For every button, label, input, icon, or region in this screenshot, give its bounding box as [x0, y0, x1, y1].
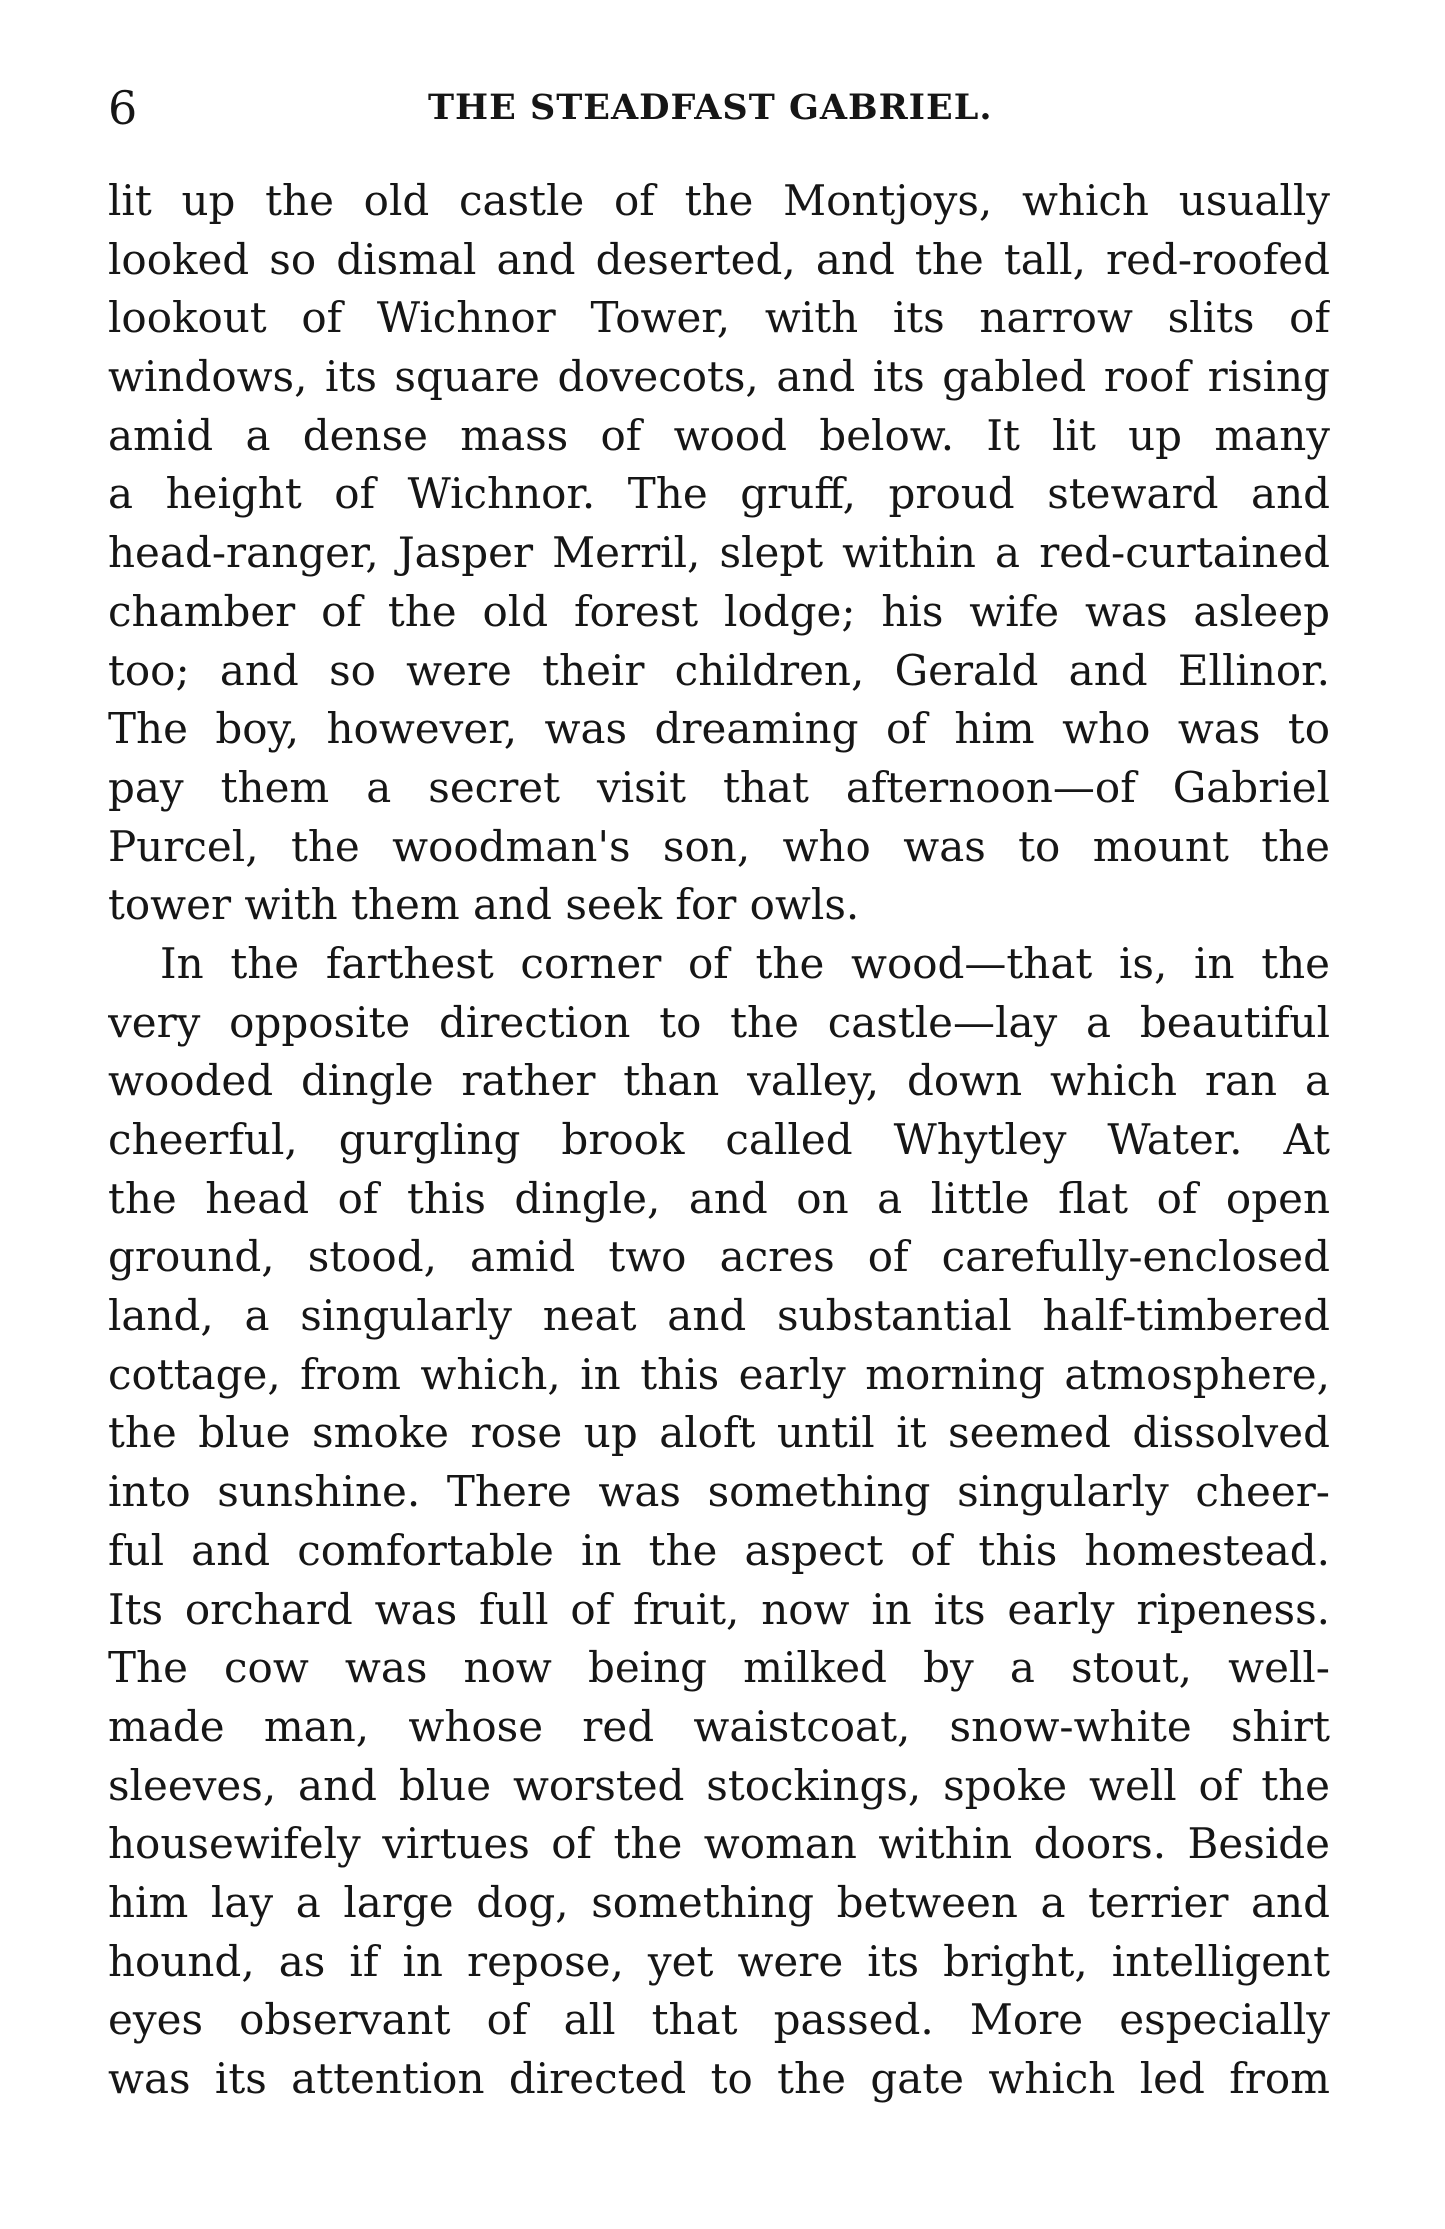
text-line: lookout of Wichnor Tower, with its narrow slits of [108, 293, 1330, 343]
text-line: made man, whose red waistcoat, snow-white shirt [108, 1701, 1330, 1751]
text-line: sleeves, and blue worsted stockings, spoke well of the [108, 1760, 1330, 1810]
text-line: pay them a secret visit that afternoon—of Gabriel [108, 762, 1330, 812]
running-title: THE STEADFAST GABRIEL. [428, 87, 993, 128]
text-line: windows, its square dovecots, and its gabled roof rising [108, 352, 1330, 402]
text-line: amid a dense mass of wood below. It lit up many [108, 410, 1330, 460]
text-line: The cow was now being milked by a stout, well- [108, 1643, 1330, 1693]
text-line: Purcel, the woodman's son, who was to mount the [108, 821, 1330, 871]
text-line: ground, stood, amid two acres of carefully-enclosed [108, 1232, 1330, 1282]
text-line: looked so dismal and deserted, and the tall, red-roofed [108, 234, 1330, 284]
text-line: The boy, however, was dreaming of him who was to [108, 704, 1330, 754]
page-number: 6 [108, 81, 138, 135]
paragraph [108, 172, 1330, 935]
text-line: was its attention directed to the gate which led from [108, 2054, 1330, 2103]
text-line: a height of Wichnor. The gruff, proud steward and [108, 469, 1330, 519]
body-text [108, 172, 1330, 2109]
text-line: wooded dingle rather than valley, down which ran a [108, 1056, 1330, 1106]
text-line: housewifely virtues of the woman within doors. Beside [108, 1819, 1330, 1869]
text-line: lit up the old castle of the Montjoys, which usually [108, 176, 1330, 225]
text-line: tower with them and seek for owls. [108, 880, 860, 930]
text-line: the head of this dingle, and on a little flat of open [108, 1173, 1330, 1223]
text-line: ful and comfortable in the aspect of this homestead. [108, 1525, 1330, 1575]
text-line: the blue smoke rose up aloft until it seemed dissolved [108, 1408, 1330, 1458]
text-line: land, a singularly neat and substantial half-timbered [108, 1291, 1330, 1341]
text-line: too; and so were their children, Gerald and Ellinor. [108, 645, 1330, 695]
text-line: eyes observant of all that passed. More especially [108, 1995, 1330, 2045]
text-line: hound, as if in repose, yet were its bright, intelligent [108, 1936, 1330, 1986]
text-line: chamber of the old forest lodge; his wife was asleep [108, 586, 1330, 636]
running-head [108, 78, 1330, 138]
text-line: him lay a large dog, something between a terrier and [108, 1877, 1330, 1927]
paragraph [108, 935, 1330, 2109]
text-line: cheerful, gurgling brook called Whytley Water. At [108, 1115, 1330, 1164]
text-line: into sunshine. There was something singularly cheer- [108, 1467, 1330, 1517]
text-line: head-ranger, Jasper Merril, slept within a red-curtained [108, 528, 1330, 578]
text-line: In the farthest corner of the wood—that is, in the [160, 938, 1330, 988]
text-line: very opposite direction to the castle—lay a beautiful [108, 997, 1330, 1047]
text-line: cottage, from which, in this early morning atmosphere, [108, 1349, 1330, 1399]
text-line: Its orchard was full of fruit, now in its early ripeness. [108, 1584, 1330, 1634]
